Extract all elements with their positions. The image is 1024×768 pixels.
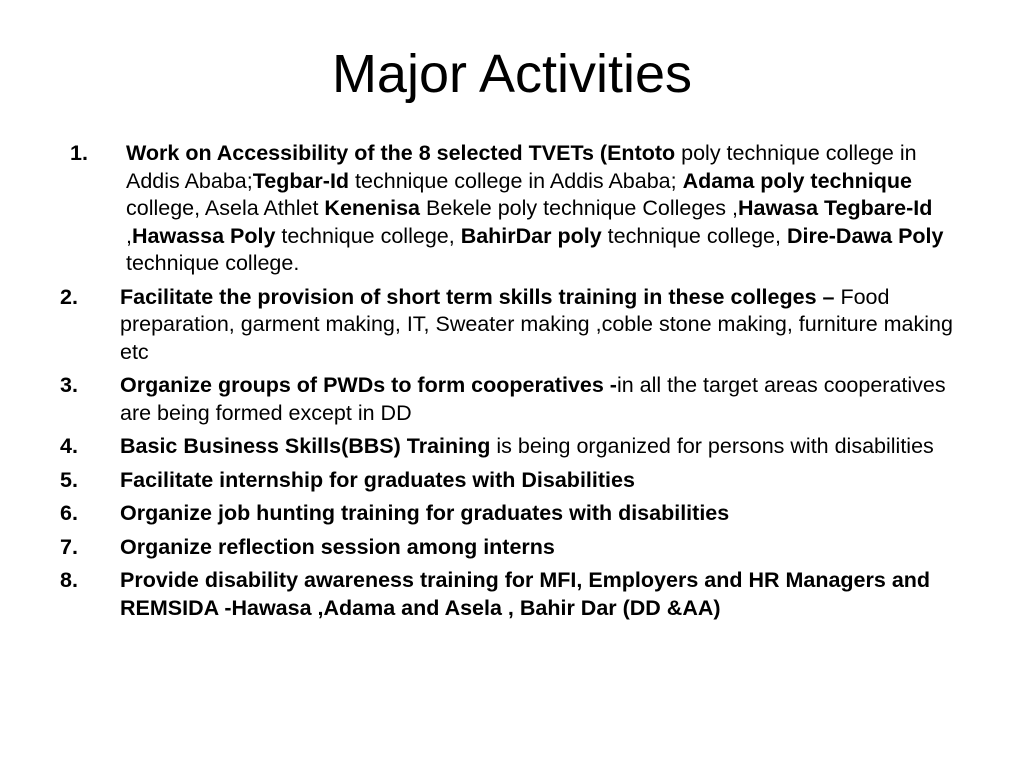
item-number: 6. [60, 501, 78, 525]
item-text [120, 433, 956, 461]
bold-run: Facilitate the provision of short term skills training in these colleges – [120, 284, 835, 309]
activities-list [56, 140, 956, 628]
item-text [120, 567, 956, 622]
bold-run: Provide disability awareness training for MFI, Employers and HR Managers and REMSIDA -Hawasa ,Adama and Asela , Bahir Dar (DD &AA) [120, 568, 931, 620]
item-number: 2. [60, 284, 78, 309]
bold-run: Organize reflection session among interns [120, 534, 555, 559]
slide-title: Major Activities [331, 44, 693, 104]
text-run: Bekele poly technique Colleges , [420, 196, 738, 220]
list-item [56, 284, 956, 367]
bold-run: BahirDar poly [460, 223, 602, 248]
item-text [120, 500, 956, 528]
list-item [56, 567, 956, 622]
text-run: , [126, 223, 132, 248]
item-text [120, 467, 956, 495]
list-item [68, 140, 948, 278]
list-item [56, 534, 956, 562]
bold-run: Hawasa Tegbare-Id [737, 196, 933, 220]
bold-run: Basic Business Skills(BBS) Training [120, 434, 491, 458]
list-item [56, 433, 956, 461]
item-number: 3. [60, 373, 78, 397]
item-number: 7. [60, 534, 78, 559]
item-text [126, 140, 948, 278]
text-run: Food preparation, garment making, IT, Sweater making ,coble stone making, furniture making etc [120, 284, 953, 364]
bold-run: Organize job hunting training for graduates with disabilities [120, 501, 730, 525]
list-item [56, 500, 956, 528]
text-run: technique college. [126, 251, 300, 275]
bold-run: Facilitate internship for graduates with Disabilities [120, 467, 635, 492]
bold-run: Organize groups of PWDs to form cooperatives - [120, 373, 617, 397]
item-number: 5. [60, 467, 78, 492]
bold-run: Dire-Dawa Poly [786, 223, 944, 248]
text-run: in all the target areas cooperatives are being formed except in DD [120, 373, 946, 425]
text-run: is being organized for persons with disabilities [490, 434, 934, 458]
text-run: technique college in Addis Ababa; [349, 168, 683, 193]
item-number: 4. [60, 434, 78, 458]
text-run: technique college, [275, 223, 461, 248]
list-item [56, 467, 956, 495]
bold-run: Work on Accessibility of the 8 selected TVETs (Entoto [126, 141, 676, 165]
item-text [120, 372, 956, 427]
bold-run: Hawassa Poly [131, 223, 276, 248]
item-number: 1. [70, 141, 88, 165]
bold-run: Tegbar-Id [252, 168, 350, 193]
item-number: 8. [60, 568, 78, 592]
text-run: technique college, [601, 223, 787, 248]
bold-run: Kenenisa [324, 196, 421, 220]
item-text [120, 284, 956, 367]
bold-run: Adama poly technique [682, 168, 912, 193]
item-text [120, 534, 956, 562]
text-run: poly technique college in Addis Ababa; [126, 141, 917, 193]
text-run: college, Asela Athlet [126, 196, 325, 220]
list-item [56, 372, 956, 427]
